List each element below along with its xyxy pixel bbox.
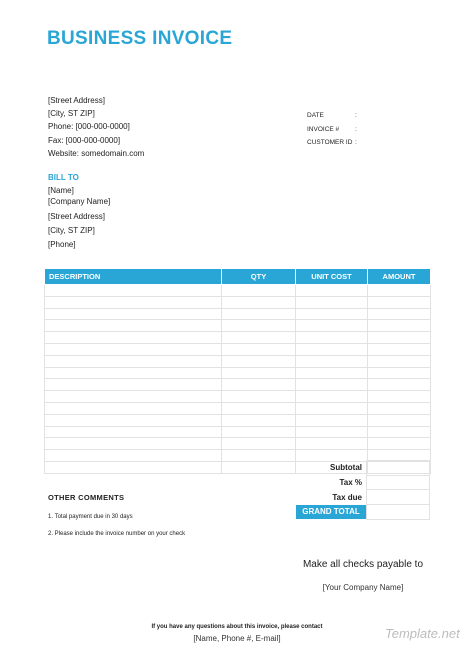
qty-cell[interactable] <box>222 450 296 462</box>
amount-cell[interactable] <box>368 343 431 355</box>
unit-cost-cell[interactable] <box>296 320 368 332</box>
description-cell[interactable] <box>45 391 222 403</box>
meta-date-label: DATE <box>307 112 324 119</box>
meta-date <box>307 109 357 123</box>
bill-to-city: [City, ST ZIP] <box>48 225 95 235</box>
amount-cell[interactable] <box>368 402 431 414</box>
description-cell[interactable] <box>45 414 222 426</box>
qty-cell[interactable] <box>222 285 296 297</box>
description-cell[interactable] <box>45 320 222 332</box>
unit-cost-cell[interactable] <box>296 426 368 438</box>
table-row <box>45 402 431 414</box>
amount-cell[interactable] <box>368 308 431 320</box>
qty-cell[interactable] <box>222 402 296 414</box>
qty-cell[interactable] <box>222 426 296 438</box>
comment-item: 1. Total payment due in 30 days <box>48 514 133 520</box>
unit-cost-cell[interactable] <box>296 414 368 426</box>
table-row <box>45 320 431 332</box>
qty-cell[interactable] <box>222 355 296 367</box>
unit-cost-cell[interactable] <box>296 332 368 344</box>
qty-cell[interactable] <box>222 343 296 355</box>
description-cell[interactable] <box>45 285 222 297</box>
table-row <box>45 285 431 297</box>
bill-to-block <box>48 185 118 250</box>
tax-due-label: Tax due <box>332 492 362 502</box>
table-row <box>45 414 431 426</box>
checks-payable-text: Make all checks payable to <box>302 559 424 570</box>
bill-to-heading: BILL TO <box>48 173 79 182</box>
sender-fax: Fax: [000-000-0000] <box>48 135 121 145</box>
amount-cell[interactable] <box>368 285 431 297</box>
comment-item: 2. Please include the invoice number on your check <box>48 531 186 537</box>
qty-cell[interactable] <box>222 308 296 320</box>
tax-pct-value[interactable] <box>367 475 430 490</box>
unit-cost-cell[interactable] <box>296 296 368 308</box>
qty-cell[interactable] <box>222 414 296 426</box>
tax-due-row <box>296 490 430 505</box>
grand-total-label: GRAND TOTAL <box>296 505 367 520</box>
description-cell[interactable] <box>45 461 222 473</box>
sender-city: [City, ST ZIP] <box>48 109 95 119</box>
comments-heading: OTHER COMMENTS <box>48 493 125 502</box>
table-row <box>45 343 431 355</box>
unit-cost-cell[interactable] <box>296 391 368 403</box>
bill-to-company: [Company Name] <box>48 197 111 207</box>
totals-table <box>296 460 430 520</box>
table-row <box>45 332 431 344</box>
table-row <box>45 308 431 320</box>
description-cell[interactable] <box>45 426 222 438</box>
meta-date-sep: : <box>355 112 357 119</box>
tax-pct-row <box>296 475 430 490</box>
description-cell[interactable] <box>45 296 222 308</box>
unit-cost-cell[interactable] <box>296 355 368 367</box>
sender-website: Website: somedomain.com <box>48 148 145 158</box>
sender-street: [Street Address] <box>48 96 105 105</box>
bill-to-street: [Street Address] <box>48 211 105 221</box>
table-row <box>45 367 431 379</box>
header-amount: AMOUNT <box>368 269 431 285</box>
qty-cell[interactable] <box>222 296 296 308</box>
table-row <box>45 355 431 367</box>
description-cell[interactable] <box>45 402 222 414</box>
unit-cost-cell[interactable] <box>296 343 368 355</box>
tax-pct-label: Tax % <box>339 478 362 488</box>
amount-cell[interactable] <box>368 367 431 379</box>
header-unit-cost: UNIT COST <box>296 269 368 285</box>
meta-invoice-number <box>307 123 357 137</box>
description-cell[interactable] <box>45 355 222 367</box>
meta-invoice-label: INVOICE # <box>307 125 340 133</box>
description-cell[interactable] <box>45 379 222 391</box>
unit-cost-cell[interactable] <box>296 402 368 414</box>
amount-cell[interactable] <box>368 426 431 438</box>
sender-phone: Phone: [000-000-0000] <box>48 122 130 132</box>
qty-cell[interactable] <box>222 438 296 450</box>
description-cell[interactable] <box>45 438 222 450</box>
table-row <box>45 438 431 450</box>
footer-question: If you have any questions about this invoice, please contact <box>151 624 323 630</box>
description-cell[interactable] <box>45 367 222 379</box>
qty-cell[interactable] <box>222 332 296 344</box>
company-name-placeholder: [Your Company Name] <box>322 583 404 592</box>
qty-cell[interactable] <box>222 379 296 391</box>
watermark-logo: Template.net <box>385 626 460 641</box>
qty-cell[interactable] <box>222 367 296 379</box>
unit-cost-cell[interactable] <box>296 367 368 379</box>
footer-contact: [Name, Phone #, E-mail] <box>193 634 281 643</box>
meta-customer-label: CUSTOMER ID <box>307 139 353 146</box>
meta-invoice-sep: : <box>355 125 357 133</box>
bill-to-name: [Name] <box>48 186 74 195</box>
grand-total-value[interactable] <box>367 505 430 520</box>
unit-cost-cell[interactable] <box>296 308 368 320</box>
amount-cell[interactable] <box>368 320 431 332</box>
subtotal-label: Subtotal <box>330 463 362 473</box>
unit-cost-cell[interactable] <box>296 379 368 391</box>
amount-cell[interactable] <box>368 438 431 450</box>
tax-due-value[interactable] <box>367 490 430 505</box>
sender-address <box>48 94 144 160</box>
table-row <box>45 379 431 391</box>
amount-cell[interactable] <box>368 332 431 344</box>
bill-to-phone: [Phone] <box>48 240 76 250</box>
invoice-meta <box>307 109 357 150</box>
amount-cell[interactable] <box>368 296 431 308</box>
table-row <box>45 426 431 438</box>
description-cell[interactable] <box>45 332 222 344</box>
amount-cell[interactable] <box>368 414 431 426</box>
unit-cost-cell[interactable] <box>296 438 368 450</box>
subtotal-value[interactable] <box>367 461 430 476</box>
qty-cell[interactable] <box>222 391 296 403</box>
qty-cell[interactable] <box>222 461 296 473</box>
header-qty: QTY <box>222 269 296 285</box>
amount-cell[interactable] <box>368 391 431 403</box>
meta-customer-sep: : <box>355 139 357 146</box>
amount-cell[interactable] <box>368 379 431 391</box>
description-cell[interactable] <box>45 450 222 462</box>
qty-cell[interactable] <box>222 320 296 332</box>
unit-cost-cell[interactable] <box>296 285 368 297</box>
description-cell[interactable] <box>45 343 222 355</box>
meta-customer-id <box>307 136 357 150</box>
amount-cell[interactable] <box>368 355 431 367</box>
grand-total-row <box>296 505 430 520</box>
line-items-header <box>45 269 431 285</box>
header-description: DESCRIPTION <box>45 269 222 285</box>
description-cell[interactable] <box>45 308 222 320</box>
invoice-title: BUSINESS INVOICE <box>47 28 233 49</box>
table-row <box>45 391 431 403</box>
line-items-table <box>44 268 431 474</box>
table-row <box>45 296 431 308</box>
subtotal-row <box>296 461 430 476</box>
